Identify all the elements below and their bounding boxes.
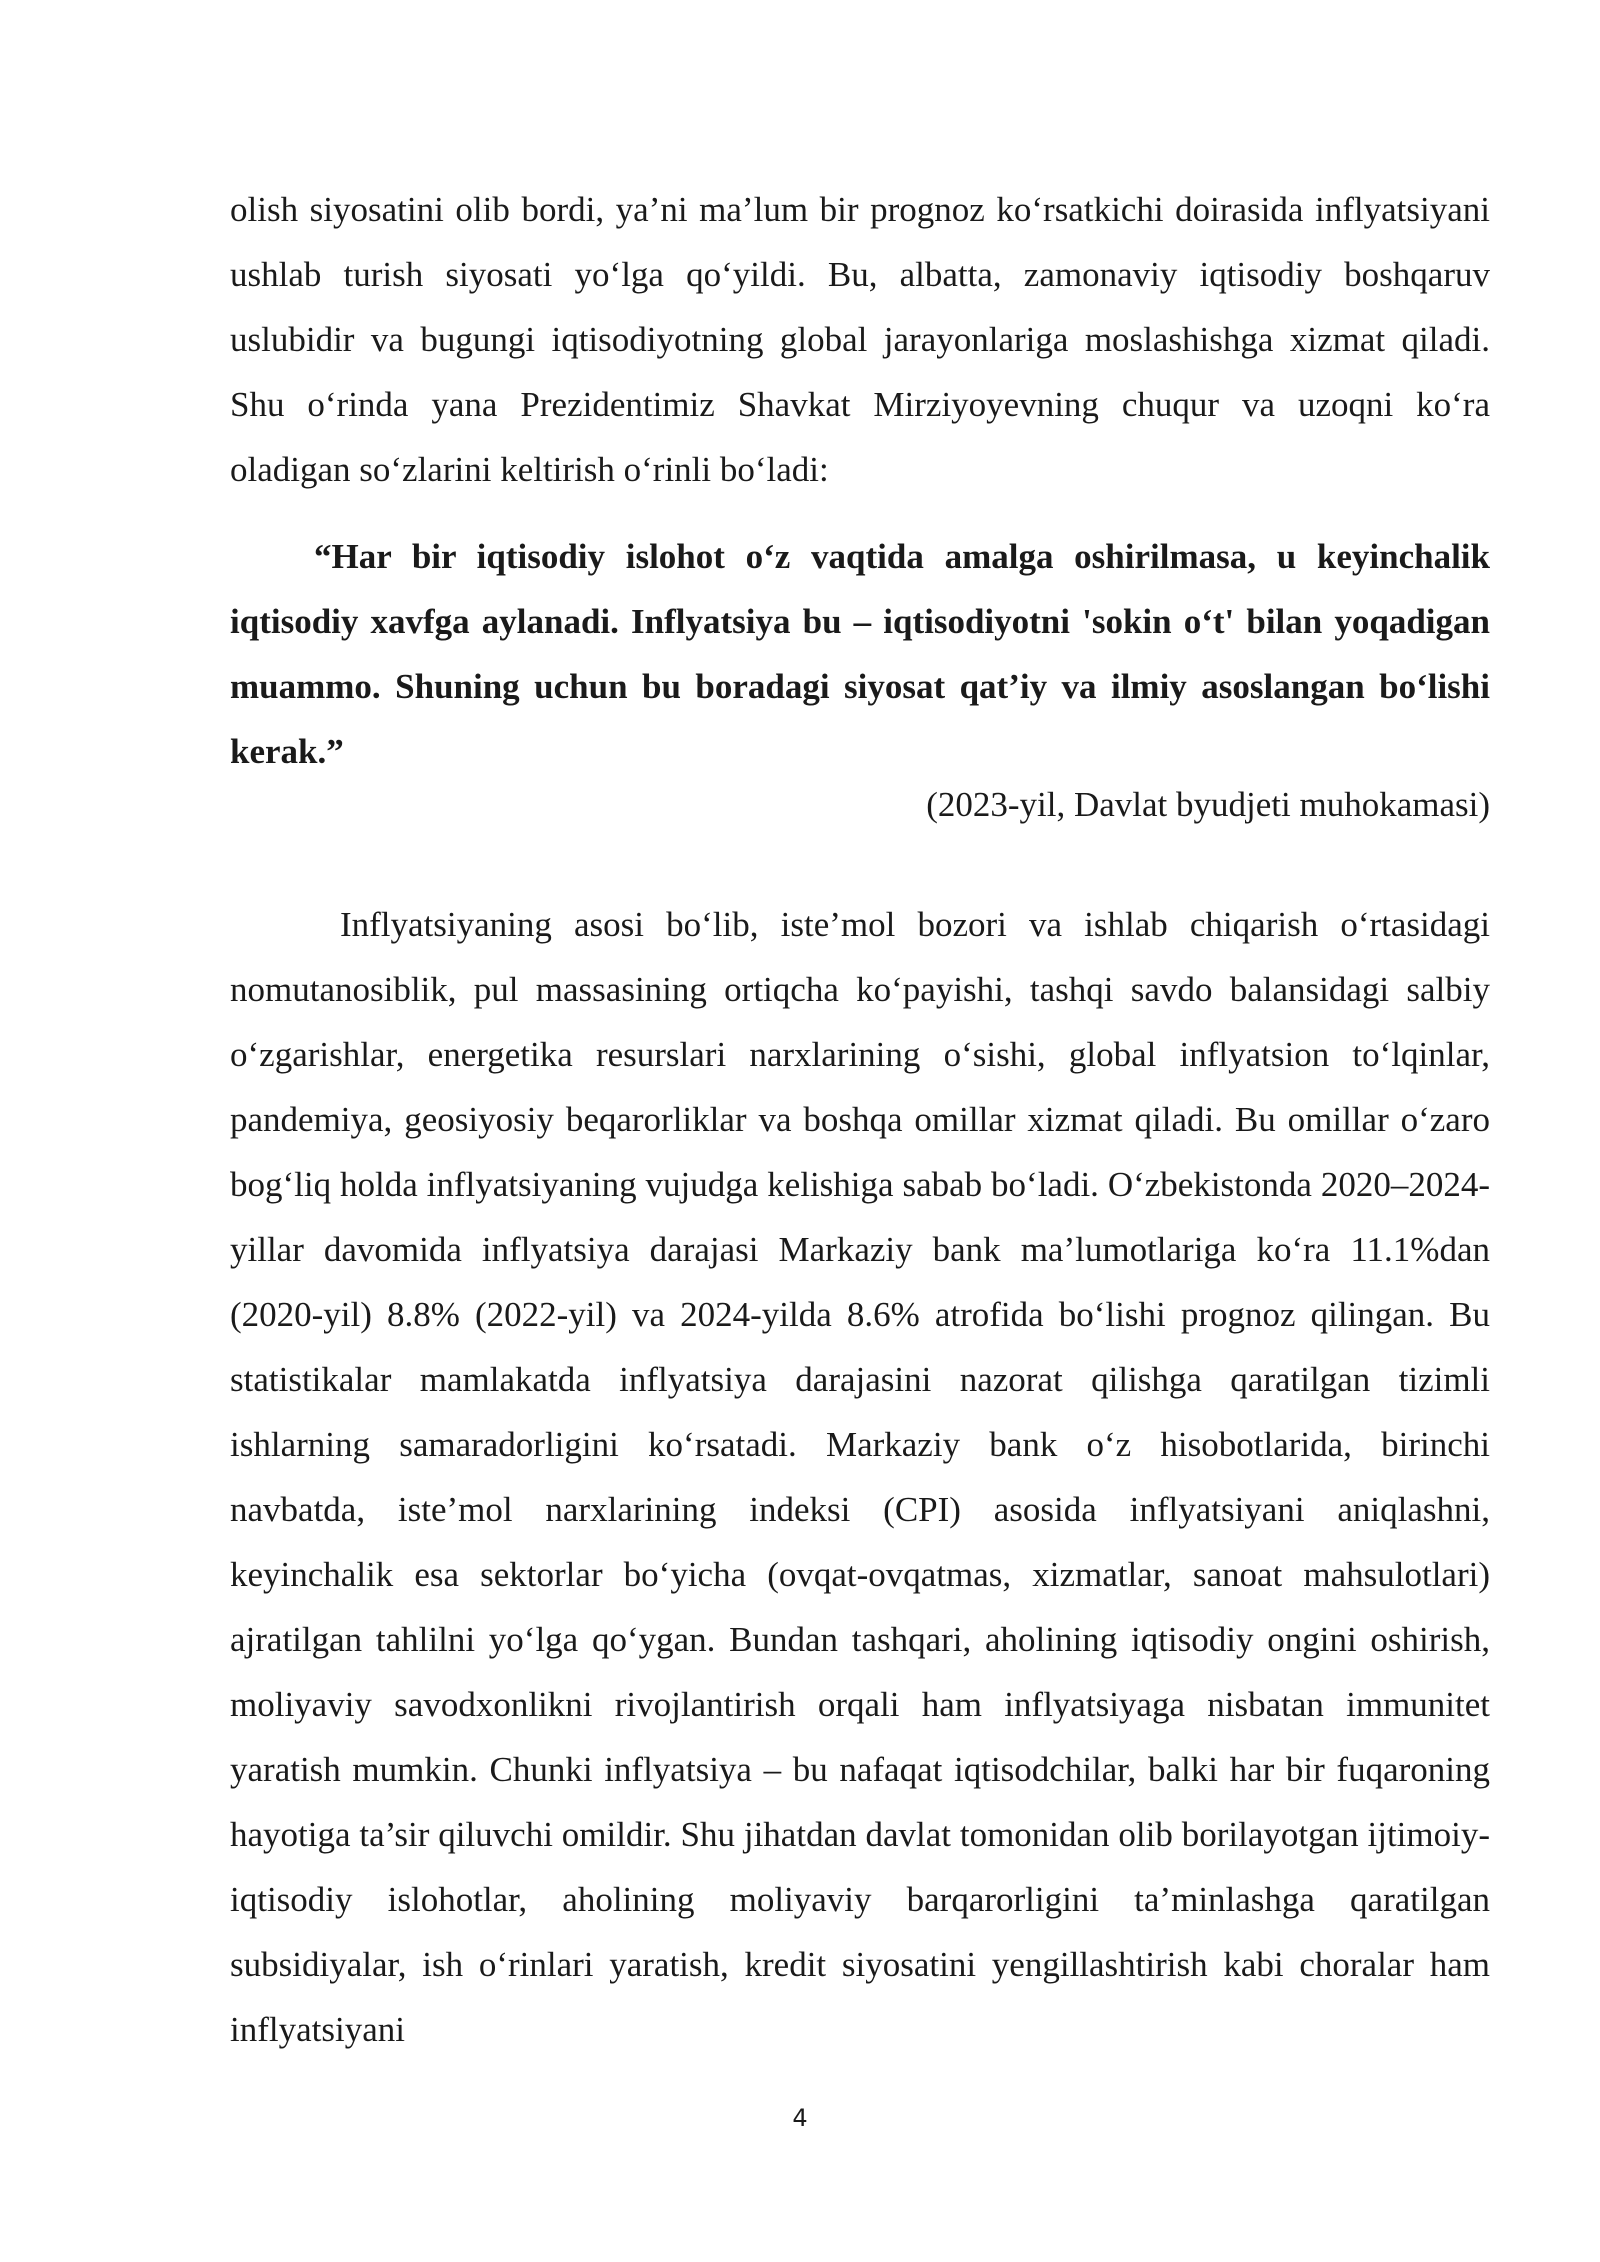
body-paragraph-1: olish siyosatini olib bordi, ya’ni ma’lum bir prognoz ko‘rsatkichi doirasida inflyatsiyani ushlab turish siyosati yo‘lga qo‘yildi. Bu, albatta, zamonaviy iqtisodiy boshqaruv uslubidir va bugungi iqtisodiyotning global jarayonlariga moslashishga xizmat qiladi. Shu o‘rinda yana Prezidentimiz Shavkat Mirziyoyevning chuqur va uzoqni ko‘ra oladigan so‘zlarini keltirish o‘rinli bo‘ladi:	[230, 190, 1490, 489]
quote-source: (2023-yil, Davlat byudjeti muhokamasi)	[926, 785, 1490, 824]
page-number: 4	[792, 2104, 808, 2132]
presidential-quote: “Har bir iqtisodiy islohot o‘z vaqtida amalga oshirilmasa, u keyinchalik iqtisodiy xavfga aylanadi. Inflyatsiya bu – iqtisodiyotni 'sokin o‘t' bilan yoqadigan muammo. Shuning uchun bu boradagi siyosat qat’iy va ilmiy asoslangan bo‘lishi kerak.”	[230, 537, 1490, 771]
body-paragraph-2: Inflyatsiyaning asosi bo‘lib, iste’mol bozori va ishlab chiqarish o‘rtasidagi nomutanosiblik, pul massasining ortiqcha ko‘payishi, tashqi savdo balansidagi salbiy o‘zgarishlar, energetika resurslari narxlarining o‘sishi, global inflyatsion to‘lqinlar, pandemiya, geosiyosiy beqarorliklar va boshqa omillar xizmat qiladi. Bu omillar o‘zaro bog‘liq holda inflyatsiyaning vujudga kelishiga sabab bo‘ladi. O‘zbekistonda 2020–2024-yillar davomida inflyatsiya darajasi Markaziy bank ma’lumotlariga ko‘ra 11.1%dan (2020-yil) 8.8% (2022-yil) va 2024-yilda 8.6% atrofida bo‘lishi prognoz qilingan. Bu statistikalar mamlakatda inflyatsiya darajasini nazorat qilishga qaratilgan tizimli ishlarning samaradorligini ko‘rsatadi. Markaziy bank o‘z hisobotlarida, birinchi navbatda, iste’mol narxlarining indeksi (CPI) asosida inflyatsiyani aniqlashni, keyinchalik esa sektorlar bo‘yicha (ovqat-ovqatmas, xizmatlar, sanoat mahsulotlari) ajratilgan tahlilni yo‘lga qo‘ygan. Bundan tashqari, aholining iqtisodiy ongini oshirish, moliyaviy savodxonlikni rivojlantirish orqali ham inflyatsiyaga nisbatan immunitet yaratish mumkin. Chunki inflyatsiya – bu nafaqat iqtisodchilar, balki har bir fuqaroning hayotiga ta’sir qiluvchi omildir. Shu jihatdan davlat tomonidan olib borilayotgan ijtimoiy-iqtisodiy islohotlar, aholining moliyaviy barqarorligini ta’minlashga qaratilgan subsidiyalar, ish o‘rinlari yaratish, kredit siyosatini yengillashtirish kabi choralar ham inflyatsiyani	[230, 905, 1490, 2049]
